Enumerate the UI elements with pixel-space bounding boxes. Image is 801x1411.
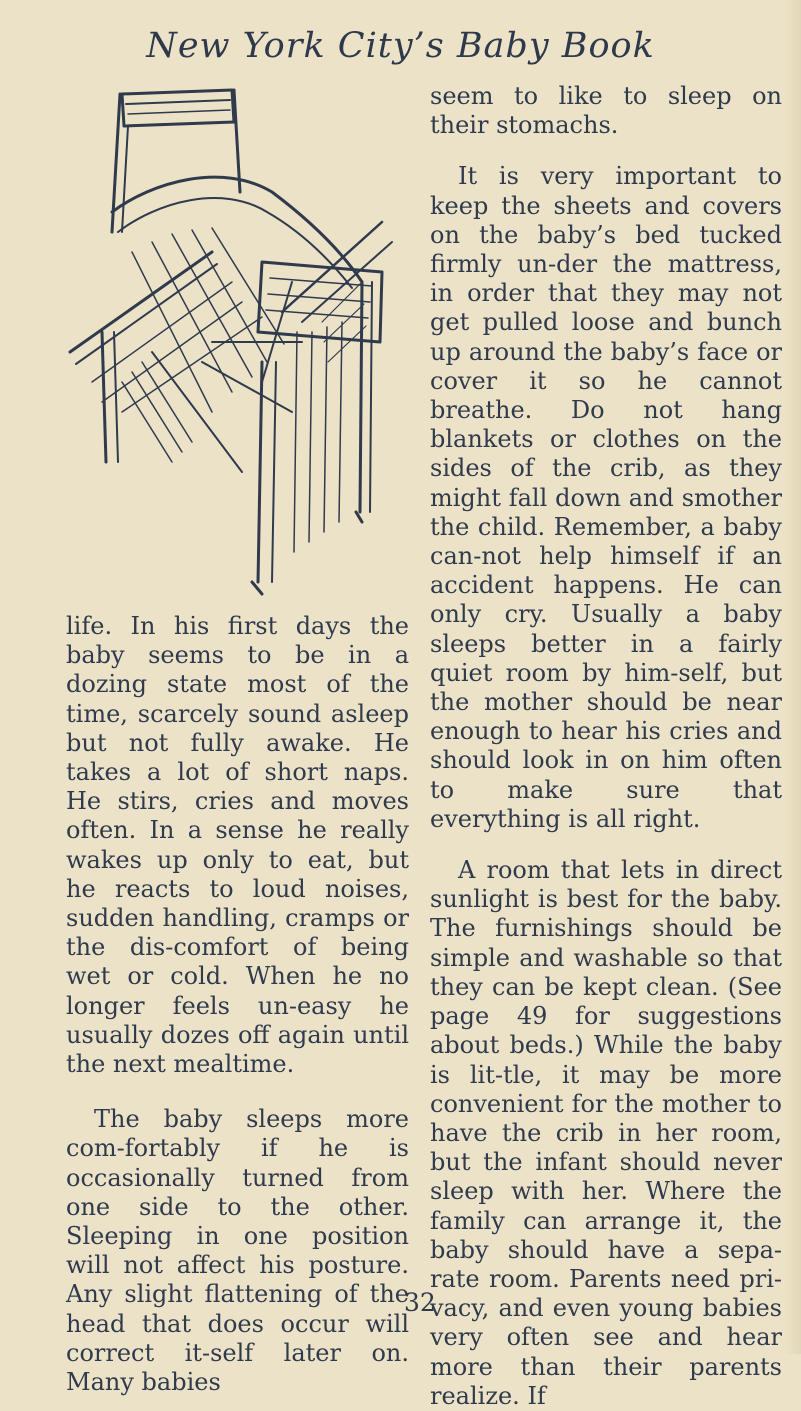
crib-chair-icon (62, 82, 400, 602)
page-edge-shadow (785, 0, 801, 1354)
paragraph: The baby sleeps more com-fortably if he is occasionally turned from one side to the other. Sleeping in one position will not affect his posture. Any slight flattening of the head that does occur will correct it-self later on. Many babies (66, 1105, 409, 1397)
paragraph: A room that lets in direct sunlight is best for the baby. The furnishings should be simple and washable so that they can be kept clean. (See page 49 for suggestions about beds.) While the baby is lit-tle, it may be more convenient for the mother to have the crib in her room, but the infant should never sleep with her. Where the family can arrange it, the baby should have a sepa-rate room. Parents need pri-vacy, and even young babies very often see and hear more than their parents realize. If (430, 856, 782, 1410)
right-text-column (430, 82, 782, 1411)
paragraph: life. In his first days the baby seems to be in a dozing state most of the time, scarcely sound asleep but not fully awake. He takes a lot of short naps. He stirs, cries and moves often. In a sense he really wakes up only to eat, but he reacts to loud noises, sudden handling, cramps or the dis-comfort of being wet or cold. When he no longer feels un-easy he usually dozes off again until the next mealtime. (66, 612, 409, 1079)
page-number: 32 (404, 1288, 436, 1317)
running-head: New York City’s Baby Book (146, 26, 655, 66)
paragraph: It is very important to keep the sheets and covers on the baby’s bed tucked firmly un-der the mattress, in order that they may not get pulled loose and bunch up around the baby’s face or cover it so he cannot breathe. Do not hang blankets or clothes on the sides of the crib, as they might fall down and smother the child. Remember, a baby can-not help himself if an accident happens. He can only cry. Usually a baby sleeps better in a fairly quiet room by him-self, but the mother should be near enough to hear his cries and should look in on him often to make sure that everything is all right. (430, 162, 782, 833)
left-text-column (66, 612, 409, 1397)
paragraph: seem to like to sleep on their stomachs. (430, 82, 782, 140)
